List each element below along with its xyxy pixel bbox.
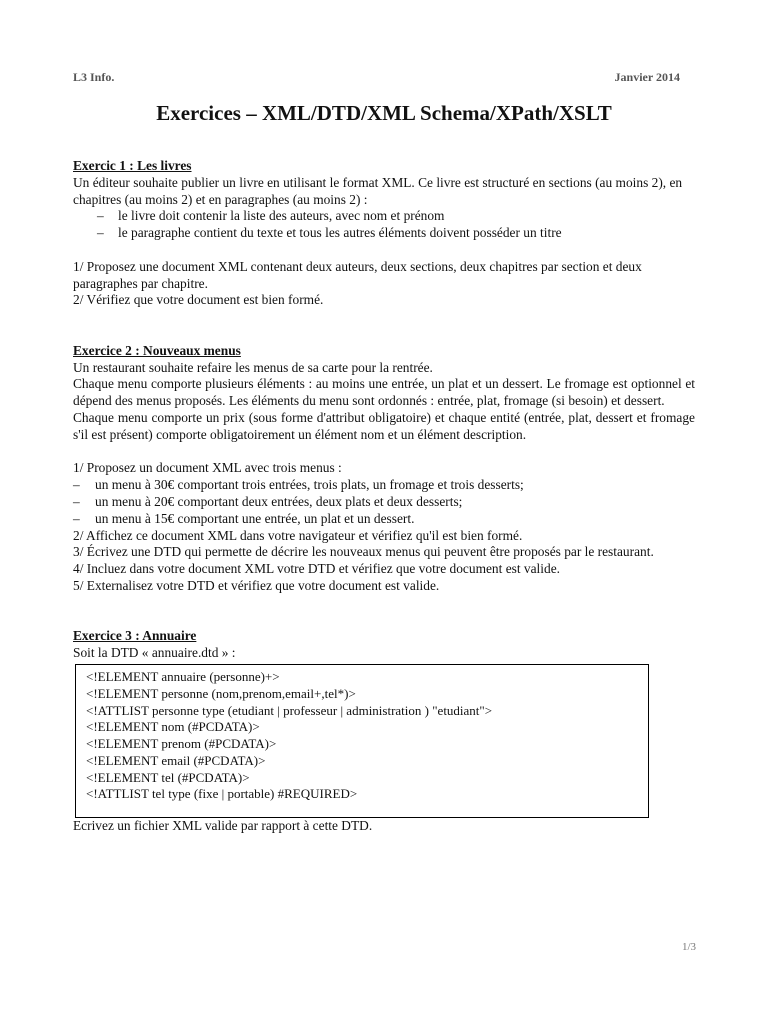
exercise-1-heading: Exercic 1 : Les livres — [73, 158, 192, 173]
exercise-2-question-5: 5/ Externalisez votre DTD et vérifiez que votre document est valide. — [73, 577, 440, 593]
page-number: 1/3 — [681, 941, 696, 953]
dtd-line: <!ATTLIST tel type (fixe | portable) #REQUIRED> — [86, 786, 358, 802]
dtd-line: <!ELEMENT nom (#PCDATA)> — [86, 719, 260, 735]
list-item-text: un menu à 20€ comportant deux entrées, deux plats et deux desserts; — [95, 493, 463, 509]
list-item-text: le livre doit contenir la liste des auteurs, avec nom et prénom — [118, 208, 445, 224]
exercise-1-question-2: 2/ Vérifiez que votre document est bien formé. — [73, 292, 324, 308]
exercise-2-paragraph-2: Chaque menu comporte plusieurs éléments : au moins une entrée, un plat et un dessert. Le fromage est optionnel et dépend des menus proposés. Les éléments du menu sont ordonnés : entrée, plat, fromage (si besoin) et dessert. — [73, 376, 695, 409]
dash-bullet: – — [73, 510, 80, 526]
exercise-2-question-1: 1/ Proposez un document XML avec trois menus : — [73, 460, 342, 476]
exercise-2-heading: Exercice 2 : Nouveaux menus — [73, 342, 241, 358]
exercise-3-instruction: Ecrivez un fichier XML valide par rapport à cette DTD. — [73, 817, 373, 833]
dash-bullet: – — [97, 208, 104, 224]
list-item — [73, 511, 695, 528]
dtd-code-box — [75, 664, 649, 818]
header-date: Janvier 2014 — [614, 70, 680, 84]
exercise-2-question-3: 3/ Écrivez une DTD qui permette de décrire les nouveaux menus qui peuvent être proposés par le restaurant. — [73, 544, 654, 560]
exercise-3-heading: Exercice 3 : Annuaire — [73, 628, 197, 644]
exercise-2-bullets — [73, 477, 695, 527]
dash-bullet: – — [97, 225, 104, 241]
dtd-line: <!ELEMENT prenom (#PCDATA)> — [86, 736, 277, 752]
list-item — [73, 477, 695, 494]
dtd-line: <!ELEMENT tel (#PCDATA)> — [86, 769, 250, 785]
list-item-text: le paragraphe contient du texte et tous les autres éléments doivent posséder un titre — [118, 225, 562, 241]
exercise-3-intro: Soit la DTD « annuaire.dtd » : — [73, 645, 236, 661]
list-item-text: un menu à 30€ comportant trois entrées, trois plats, un fromage et trois desserts; — [95, 477, 524, 493]
exercise-2-question-2: 2/ Affichez ce document XML dans votre navigateur et vérifiez qu'il est bien formé. — [73, 527, 523, 543]
list-item — [73, 225, 695, 242]
exercise-2-paragraph-3: Chaque menu comporte un prix (sous forme d'attribut obligatoire) et chaque entité (entrée, plat, dessert et fromage s'il est présent) comporte obligatoirement un élément nom et un élément description. — [73, 409, 695, 442]
page-title: Exercices – XML/DTD/XML Schema/XPath/XSLT — [156, 101, 612, 125]
list-item — [73, 494, 695, 511]
dtd-line: <!ELEMENT annuaire (personne)+> — [86, 668, 280, 684]
dash-bullet: – — [73, 477, 80, 493]
dtd-line: <!ELEMENT email (#PCDATA)> — [86, 752, 266, 768]
document-body — [73, 158, 695, 835]
dtd-line: <!ATTLIST personne type (etudiant | professeur | administration ) "etudiant"> — [86, 702, 493, 718]
exercise-1-question-1: 1/ Proposez une document XML contenant deux auteurs, deux sections, deux chapitres par section et deux paragraphes par chapitre. — [73, 258, 642, 291]
exercise-1-bullets — [73, 208, 695, 242]
list-item — [73, 208, 695, 225]
header-course: L3 Info. — [73, 70, 115, 84]
exercise-2-question-4: 4/ Incluez dans votre document XML votre DTD et vérifiez que votre document est valide. — [73, 561, 560, 577]
exercise-1-intro: Un éditeur souhaite publier un livre en utilisant le format XML. Ce livre est structuré en sections (au moins 2), en chapitres (au moins 2) et en paragraphes (au moins 2) : — [73, 174, 683, 207]
exercise-2-paragraph-1: Un restaurant souhaite refaire les menus de sa carte pour la rentrée. — [73, 359, 433, 375]
list-item-text: un menu à 15€ comportant une entrée, un plat et un dessert. — [95, 510, 415, 526]
dash-bullet: – — [73, 493, 80, 509]
dtd-line: <!ELEMENT personne (nom,prenom,email+,tel*)> — [86, 685, 356, 701]
